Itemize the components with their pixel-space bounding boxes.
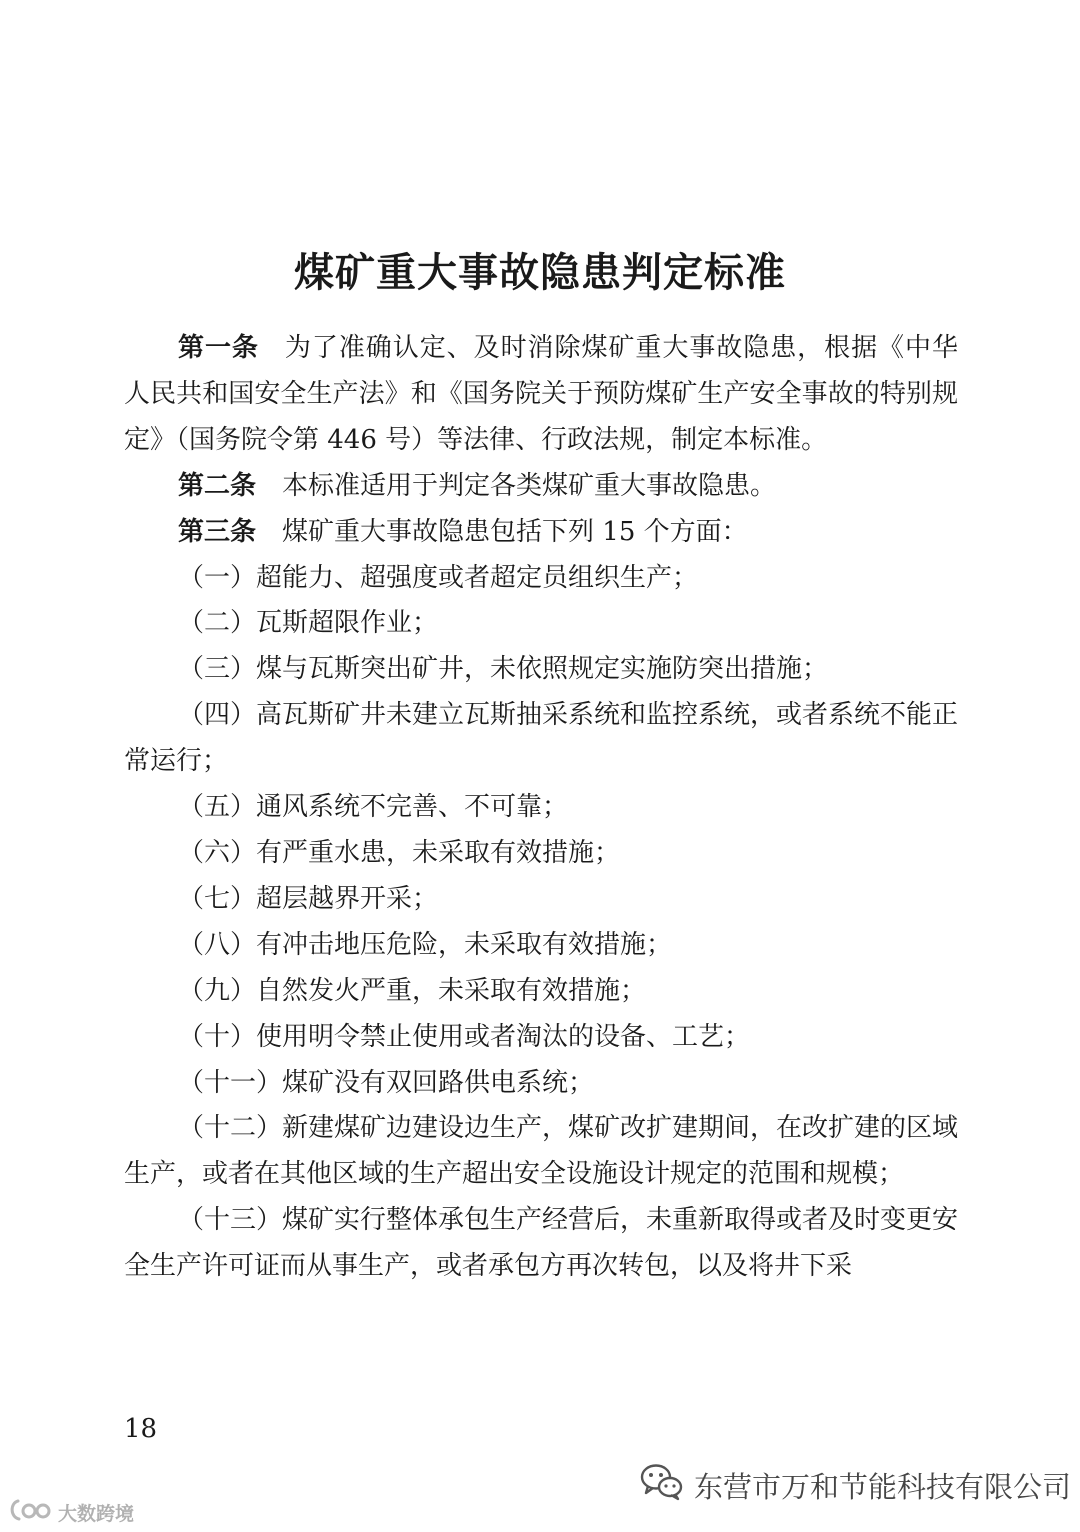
paragraph (124, 1015, 958, 1061)
paragraph (124, 831, 958, 877)
site-logo-icon (8, 1497, 54, 1528)
paragraph (124, 556, 958, 602)
paragraph (124, 326, 958, 464)
paragraph (124, 923, 958, 969)
company-watermark-text: 东营市万和节能科技有限公司 (694, 1469, 1072, 1504)
paragraph (124, 693, 958, 785)
paragraph-text: （七）超层越界开采； (178, 883, 439, 914)
paragraph-text: 煤矿重大事故隐患包括下列 15 个方面： (282, 516, 748, 547)
article-heading: 第三条 (178, 516, 257, 547)
paragraph (124, 510, 958, 556)
paragraph-text: （二）瓦斯超限作业； (178, 608, 439, 639)
paragraph (124, 1198, 958, 1290)
paragraph-text: 为了准确认定、及时消除煤矿重大事故隐患，根据《中华人民共和国安全生产法》和《国务院关于预防煤矿生产安全事故的特别规定》（国务院令第 446 号）等法律、行政法规，制定本标准。 (124, 333, 958, 455)
page-number: 18 (124, 1414, 158, 1444)
paragraph (124, 1106, 958, 1198)
article-heading: 第二条 (178, 470, 257, 501)
paragraph-text: （十三）煤矿实行整体承包生产经营后，未重新取得或者及时变更安全生产许可证而从事生产，或者承包方再次转包，以及将井下采 (124, 1205, 959, 1282)
paragraph-text: （五）通风系统不完善、不可靠； (178, 792, 569, 823)
paragraph (124, 877, 958, 923)
paragraph-text: （六）有严重水患，未采取有效措施； (178, 837, 621, 868)
paragraph-text: （十二）新建煤矿边建设边生产，煤矿改扩建期间，在改扩建的区域生产，或者在其他区域的生产超出安全设施设计规定的范围和规模； (124, 1113, 959, 1190)
paragraph (124, 647, 958, 693)
paragraph-text: （三）煤与瓦斯突出矿井，未依照规定实施防突出措施； (178, 654, 829, 685)
document-body (124, 326, 958, 1290)
site-watermark (8, 1496, 134, 1528)
paragraph-text: （八）有冲击地压危险，未采取有效措施； (178, 929, 673, 960)
paragraph-text: （一）超能力、超强度或者超定员组织生产； (178, 562, 699, 593)
paragraph (124, 601, 958, 647)
page-title: 煤矿重大事故隐患判定标准 (294, 248, 786, 296)
paragraph-text: （九）自然发火严重，未采取有效措施； (178, 975, 647, 1006)
paragraph (124, 785, 958, 831)
paragraph-text: （十一）煤矿没有双回路供电系统； (178, 1067, 595, 1098)
paragraph (124, 1061, 958, 1107)
paragraph (124, 464, 958, 510)
article-heading: 第一条 (178, 333, 259, 363)
paragraph-text: （十）使用明令禁止使用或者淘汰的设备、工艺； (178, 1021, 751, 1052)
paragraph-text: （四）高瓦斯矿井未建立瓦斯抽采系统和监控系统，或者系统不能正常运行； (124, 700, 959, 777)
company-watermark (640, 1460, 1071, 1510)
paragraph (124, 969, 958, 1015)
site-watermark-text: 大数跨境 (58, 1502, 135, 1525)
wechat-icon (640, 1463, 684, 1508)
paragraph-text: 本标准适用于判定各类煤矿重大事故隐患。 (282, 470, 777, 501)
